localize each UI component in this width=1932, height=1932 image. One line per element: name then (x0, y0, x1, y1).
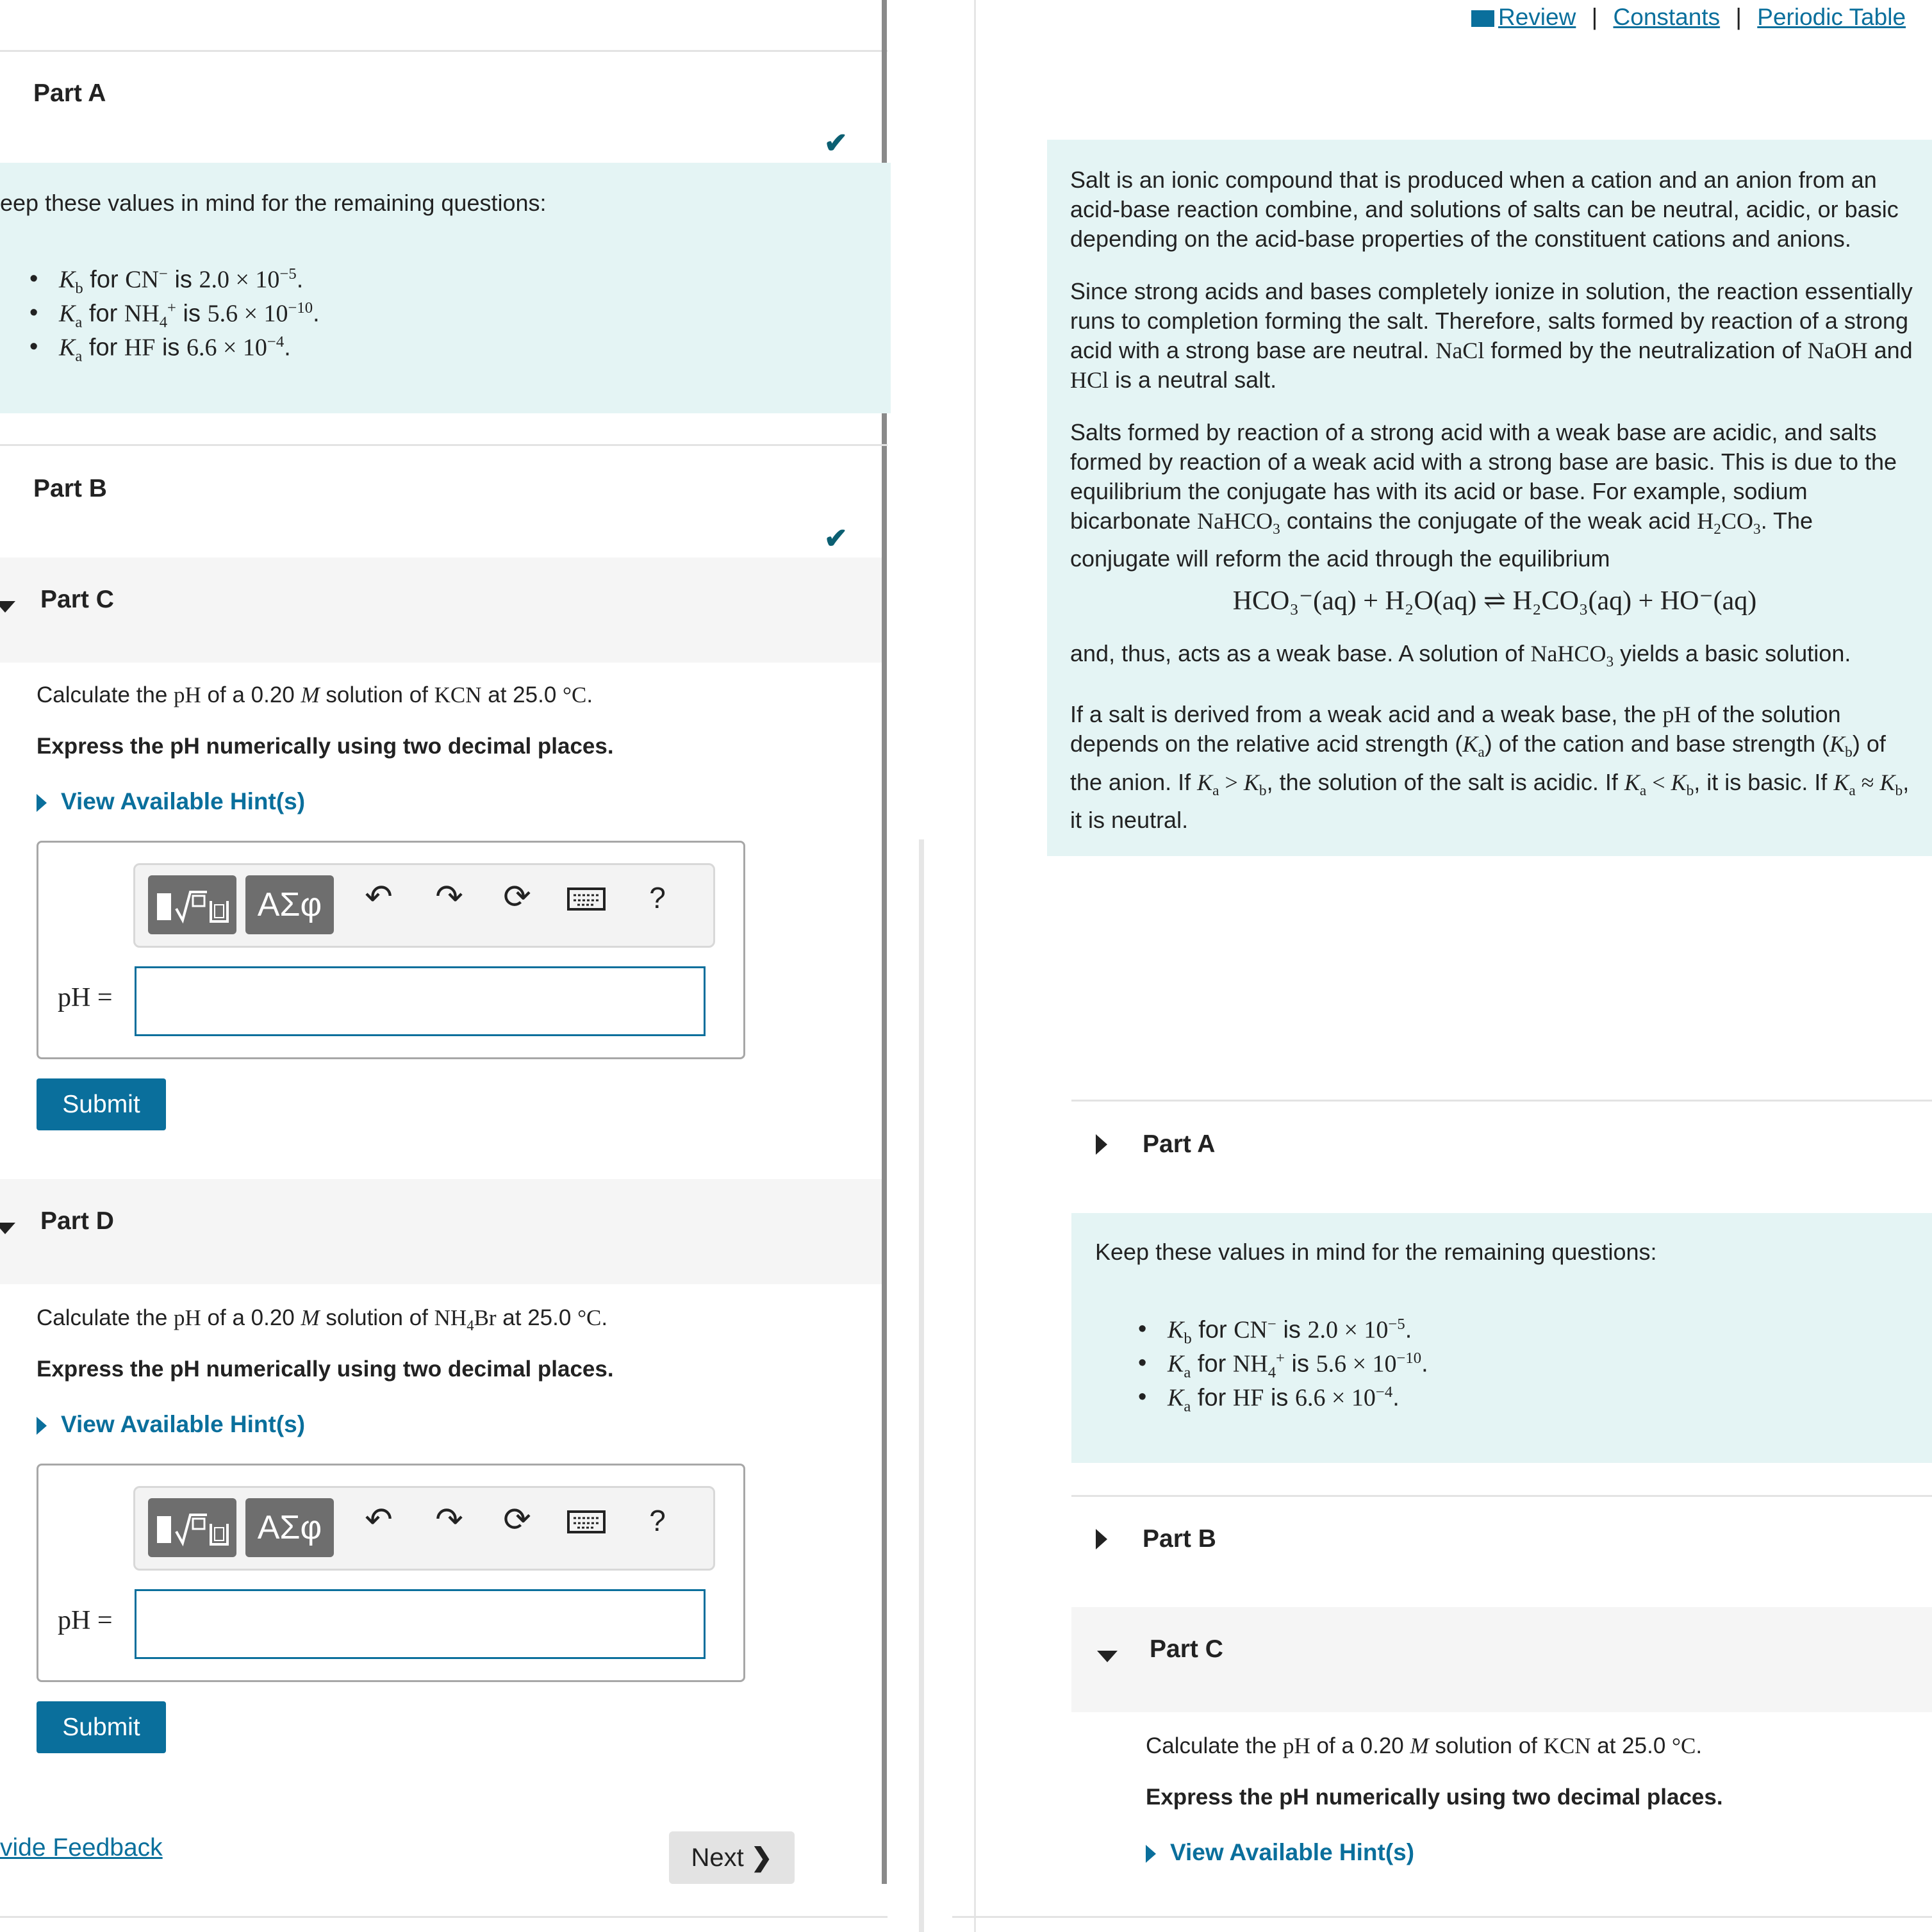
list-item: • $K_a$ for $NH_4^+$ is $5.6 \times 10^{-10}$. (29, 299, 320, 333)
part-c-header[interactable] (0, 557, 882, 663)
periodic-table-link[interactable]: Periodic Table (1757, 4, 1906, 30)
ph-label: pH = (58, 983, 113, 1012)
intro-paragraph: Since strong acids and bases completely ionize in solution, the reaction essentially runs to completion forming the salt. Therefore, salts formed by reaction of a strong acid with a strong base are neutral. NaCl formed by the neutralization of NaOH and HCl is a neutral salt. (1070, 278, 1913, 393)
intro-paragraph: Salt is an ionic compound that is produced when a cation and an anion from an acid-base reaction combine, and solutions of salts can be neutral, acidic, or basic depending on the acid-base properties of the constituent cations and anions. (1070, 167, 1899, 252)
ph-label: pH = (58, 1606, 113, 1635)
divider (952, 1916, 1932, 1918)
triangle-right-icon (37, 1417, 47, 1435)
review-link[interactable]: Review (1498, 4, 1576, 30)
part-b-title[interactable]: Part B (33, 475, 107, 502)
divider (0, 1916, 888, 1918)
divider (0, 444, 888, 446)
keyboard-icon[interactable] (566, 1506, 607, 1544)
chevron-right-icon: ❯ (750, 1844, 773, 1872)
constants-list (29, 265, 320, 367)
part-a-title[interactable]: Part A (33, 79, 106, 107)
reset-icon[interactable]: ⟳ (503, 879, 531, 916)
top-links: Review | Constants | Periodic Table (1471, 4, 1906, 31)
part-d-question: Calculate the pH of a 0.20 M solution of $NH_4Br$ at 25.0 °C. (37, 1305, 608, 1333)
constants-list (1138, 1316, 1428, 1417)
answer-box (37, 841, 745, 1059)
part-b-title[interactable]: Part B (1143, 1525, 1216, 1553)
list-item: • $K_b$ for CN− is $2.0 \times 10^{-5}$. (29, 265, 320, 299)
scrollbar-track[interactable] (919, 839, 924, 1932)
keep-values-panel (1071, 1213, 1932, 1463)
keyboard-icon[interactable] (566, 883, 607, 921)
part-c-question: Calculate the pH of a 0.20 M solution of KCN at 25.0 °C. (1146, 1733, 1703, 1758)
panel-edge (974, 0, 976, 1932)
math-toolbar (133, 1486, 715, 1571)
part-d-header[interactable] (0, 1179, 882, 1284)
divider (1071, 1495, 1932, 1497)
template-icon (148, 875, 236, 934)
math-toolbar (133, 863, 715, 948)
part-d-title: Part D (40, 1207, 114, 1235)
part-c-question: Calculate the pH of a 0.20 M solution of KCN at 25.0 °C. (37, 682, 593, 707)
ph-input[interactable] (135, 966, 706, 1036)
triangle-right-icon (1096, 1529, 1107, 1549)
part-b-toggle[interactable] (1096, 1529, 1107, 1553)
divider (1071, 1100, 1932, 1102)
template-button[interactable] (148, 1498, 236, 1557)
part-c-hint-link[interactable]: View Available Hint(s) (37, 788, 305, 815)
checkmark-icon: ✔ (824, 128, 848, 159)
part-a-toggle[interactable] (1096, 1134, 1107, 1158)
list-item: • $K_a$ for HF is $6.6 \times 10^{-4}$. (1138, 1383, 1428, 1417)
keep-values-intro: Keep these values in mind for the remaining questions: (1095, 1239, 1657, 1265)
intro-paragraph: and, thus, acts as a weak base. A solution of NaHCO$_3$ yields a basic solution. (1070, 640, 1851, 671)
list-item: • $K_a$ for $NH_4^+$ is $5.6 \times 10^{-10}$. (1138, 1350, 1428, 1383)
divider (0, 50, 888, 52)
part-d-hint-link[interactable]: View Available Hint(s) (37, 1411, 305, 1438)
triangle-right-icon (37, 794, 47, 812)
part-c-header[interactable] (1071, 1607, 1932, 1712)
book-icon (1471, 10, 1494, 27)
greek-button[interactable]: ΑΣφ (245, 1498, 334, 1557)
list-item: • $K_b$ for CN− is $2.0 \times 10^{-5}$. (1138, 1316, 1428, 1350)
part-c-title: Part C (1150, 1635, 1223, 1663)
help-icon[interactable]: ? (649, 881, 666, 914)
help-icon[interactable]: ? (649, 1504, 666, 1537)
submit-button[interactable]: Submit (37, 1701, 166, 1753)
triangle-down-icon (0, 601, 15, 613)
undo-icon[interactable]: ↶ (365, 1501, 393, 1539)
checkmark-icon: ✔ (824, 523, 848, 554)
triangle-right-icon (1096, 1134, 1107, 1155)
submit-button[interactable]: Submit (37, 1078, 166, 1130)
part-a-title[interactable]: Part A (1143, 1130, 1216, 1158)
ph-input[interactable] (135, 1589, 706, 1659)
list-item: • $K_a$ for HF is $6.6 \times 10^{-4}$. (29, 333, 320, 367)
reset-icon[interactable]: ⟳ (503, 1501, 531, 1539)
constants-link[interactable]: Constants (1613, 4, 1721, 30)
template-icon (148, 1498, 236, 1557)
undo-icon[interactable]: ↶ (365, 879, 393, 916)
part-c-hint-link[interactable]: View Available Hint(s) (1146, 1839, 1414, 1866)
answer-box (37, 1464, 745, 1682)
part-c-title: Part C (40, 586, 114, 613)
triangle-down-icon (0, 1223, 15, 1234)
redo-icon[interactable]: ↷ (435, 1501, 463, 1539)
feedback-link[interactable]: vide Feedback (0, 1834, 163, 1862)
template-button[interactable] (148, 875, 236, 934)
part-c-instruction: Express the pH numerically using two decimal places. (37, 734, 614, 759)
triangle-down-icon (1097, 1651, 1118, 1662)
greek-button[interactable]: ΑΣφ (245, 875, 334, 934)
part-d-instruction: Express the pH numerically using two decimal places. (37, 1357, 614, 1382)
redo-icon[interactable]: ↷ (435, 879, 463, 916)
triangle-right-icon (1146, 1845, 1156, 1863)
keep-values-intro: eep these values in mind for the remaining questions: (0, 190, 547, 216)
equilibrium-equation: HCO₃⁻(aq) + H₂O(aq) ⇌ H₂CO₃(aq) + HO⁻(aq) (1232, 586, 1757, 616)
intro-paragraph: Salts formed by reaction of a strong acid with a weak base are acidic, and salts formed by reaction of a weak acid with a strong base are basic. This is due to the equilibrium the conjugate has with its acid or base. For example, sodium bicarbonate NaHCO$_3$ contains the conjugate of the weak acid $H_2CO_3$. The conjugate will reform the acid through the equilibrium (1070, 419, 1897, 572)
intro-paragraph: If a salt is derived from a weak acid and a weak base, the pH of the solution depends on the relative acid strength $(K_a)$ of the cation and base strength $(K_b)$ of the anion. If $K_a > K_b$, the solution of the salt is acidic. If $K_a < K_b$, it is basic. If $K_a \approx K_b$, it is neutral. (1070, 701, 1910, 833)
keep-values-panel (0, 163, 891, 413)
next-button[interactable]: Next ❯ (669, 1831, 795, 1884)
part-c-instruction: Express the pH numerically using two decimal places. (1146, 1785, 1723, 1810)
intro-panel (1047, 140, 1932, 856)
